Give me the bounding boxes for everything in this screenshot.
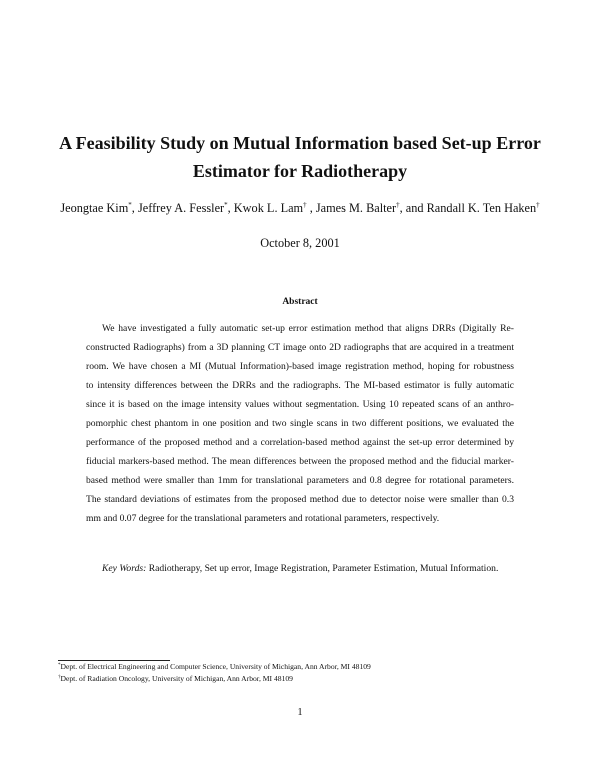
abstract-line: mm and 0.07 degree for the translational parameters and rotational parameters, respectively. [86, 513, 440, 524]
abstract-line: performance of the proposed method and a correlation-based method against the set-up error determined by [86, 437, 514, 448]
author-affiliation-mark: † [536, 201, 540, 209]
footnotes [58, 661, 558, 685]
author-list [30, 200, 570, 216]
author-separator: , [227, 201, 234, 215]
footnote [58, 673, 558, 685]
author-separator: , and [399, 201, 427, 215]
author-name: Kwok L. Lam [233, 201, 304, 215]
abstract-line: constructed Radiographs) from a 3D planning CT image onto 2D radiographs that are acquired in a treatment [86, 342, 514, 353]
title-line-1: A Feasibility Study on Mutual Information based Set-up Error [59, 133, 541, 153]
author-affiliation-mark: † [396, 201, 400, 209]
footnote-mark: † [58, 675, 61, 680]
abstract-line: pomorphic chest phantom in one position and two single scans in two different positions, we evaluated the [86, 418, 514, 429]
author-name: Jeongtae Kim [60, 201, 129, 215]
author-name: Randall K. Ten Haken [426, 201, 537, 215]
abstract-line: The standard deviations of estimates from the proposed method due to detector noise were smaller than 0.3 [86, 494, 514, 505]
abstract-line: based method were smaller than 1mm for translational parameters and 0.8 degree for rotational parameters. [86, 475, 514, 486]
abstract-body [86, 319, 514, 528]
abstract-line: room. We have chosen a MI (Mutual Information)-based image registration method, hoping for robustness [86, 361, 514, 372]
title-line-2: Estimator for Radiotherapy [192, 161, 408, 181]
footnote-text: Dept. of Radiation Oncology, University of Michigan, Ann Arbor, MI 48109 [60, 674, 293, 683]
abstract-line: We have investigated a fully automatic set-up error estimation method that aligns DRRs (Digitally Re- [102, 323, 514, 334]
author-separator: , [306, 201, 316, 215]
page-number: 1 [297, 707, 303, 718]
footnote [58, 661, 558, 673]
footnote-mark: * [58, 663, 61, 668]
author-affiliation-mark: † [303, 201, 307, 209]
publication-date: October 8, 2001 [260, 236, 340, 250]
author-separator: , [131, 201, 138, 215]
author-name: James M. Balter [315, 201, 397, 215]
abstract-line: fiducial markers-based method. The mean differences between the proposed method and the fiducial marker- [86, 456, 514, 467]
author-affiliation-mark: * [224, 201, 228, 209]
author-affiliation-mark: * [128, 201, 132, 209]
abstract-heading: Abstract [282, 297, 318, 307]
abstract-line: since it is based on the image intensity values without segmentation. Using 10 repeated scans of an anthro- [86, 399, 514, 410]
footnote-text: Dept. of Electrical Engineering and Computer Science, University of Michigan, Ann Arbor, MI 48109 [60, 662, 371, 671]
keywords-label: Key Words: [102, 563, 147, 574]
paper-title [40, 129, 560, 185]
keywords [102, 562, 522, 576]
keywords-text: Radiotherapy, Set up error, Image Registration, Parameter Estimation, Mutual Information. [148, 563, 499, 574]
abstract-line: to intensity differences between the DRRs and the radiographs. The MI-based estimator is fully automatic [86, 380, 514, 391]
author-name: Jeffrey A. Fessler [137, 201, 225, 215]
